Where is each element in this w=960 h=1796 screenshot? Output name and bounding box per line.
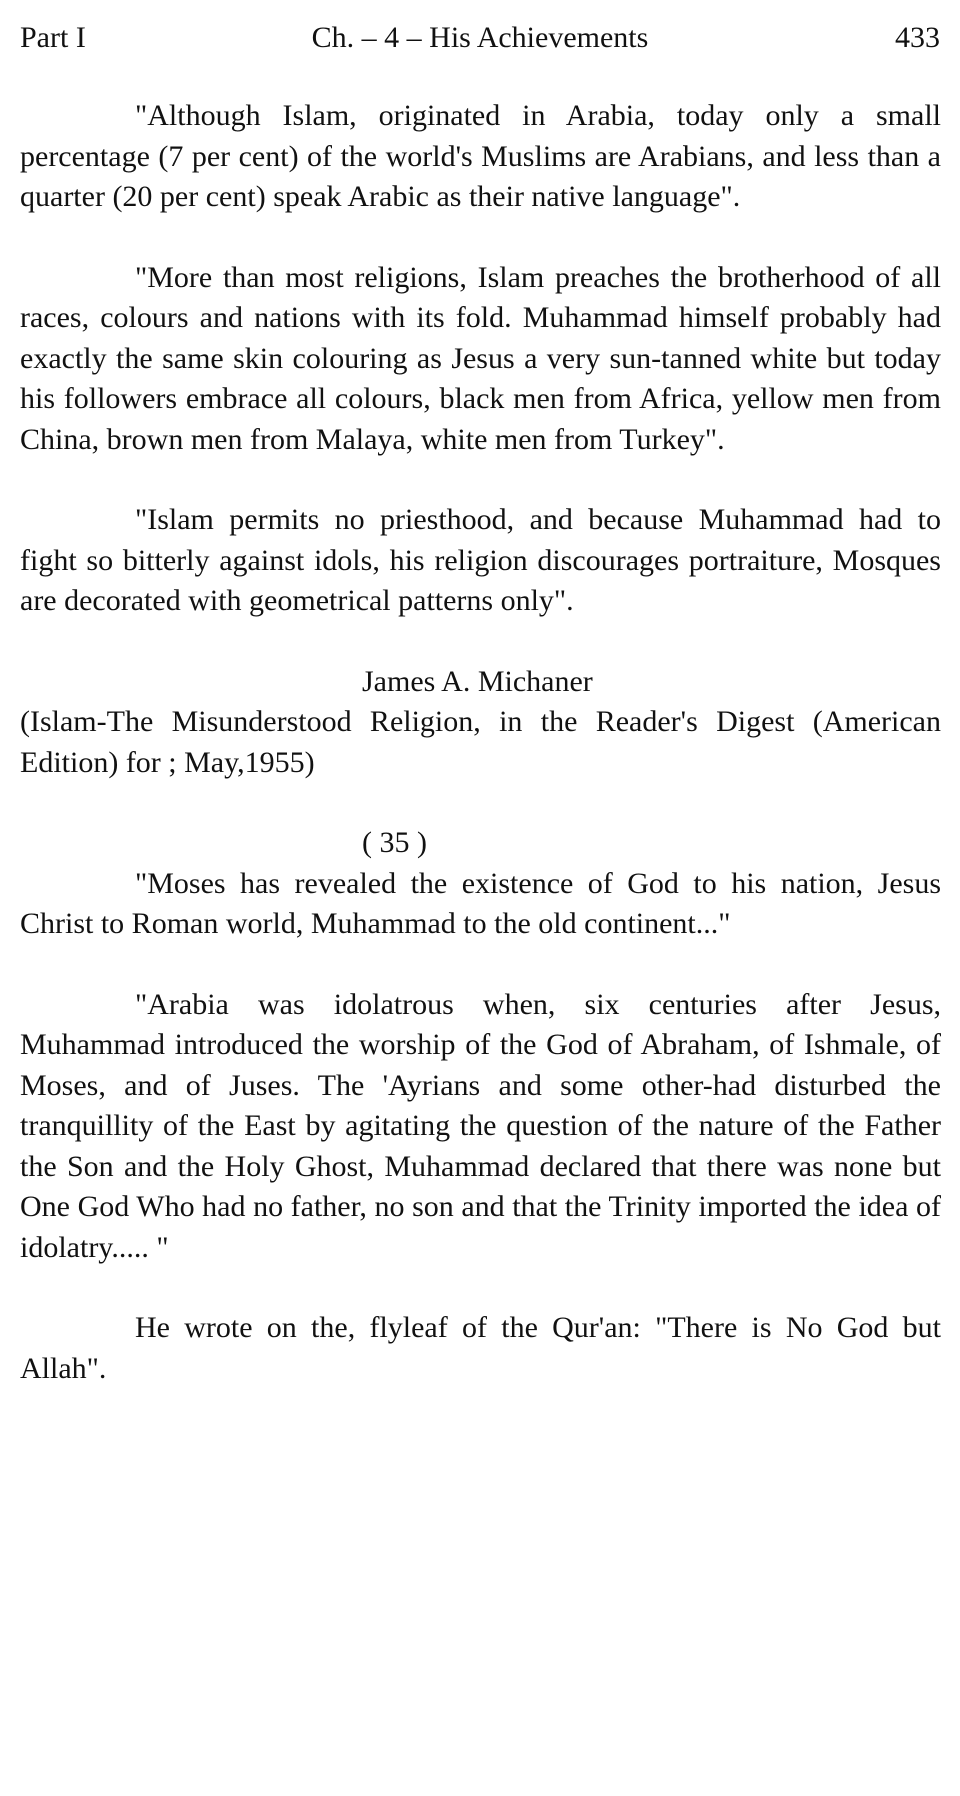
attribution-author: James A. Michaner [362, 664, 593, 698]
quote-paragraph-2: "More than most religions, Islam preaches the brotherhood of all races, colours and nations with its fold. Muhammad himself probably had exactly the same skin colouring as Jesus a very sun-tanned white but today his followers embrace all colours, black men from Africa, yellow men from China, brown men from Malaya, white men from Turkey". [20, 260, 941, 456]
closing-paragraph: He wrote on the, flyleaf of the Qur'an: "There is No God but Allah". [20, 1311, 941, 1385]
attribution-source: (Islam-The Misunderstood Religion, in the Reader's Digest (American Edition) for ; May,1955) [20, 705, 941, 779]
quote-paragraph-3: "Islam permits no priesthood, and because Muhammad had to fight so bitterly against idols, his religion discourages portraiture, Mosques are decorated with geometrical patterns only". [20, 503, 941, 617]
part-label: Part I [20, 21, 86, 54]
quote-paragraph-1: "Although Islam, originated in Arabia, today only a small percentage (7 per cent) of the world's Muslims are Arabians, and less than a quarter (20 per cent) speak Arabic as their native language". [20, 99, 941, 213]
quote-paragraph-5: "Arabia was idolatrous when, six centuries after Jesus, Muhammad introduced the worship of the God of Abraham, of Ishmale, of Moses, and of Juses. The 'Ayrians and some other-had disturbed the tranquillity of the East by agitating the question of the nature of the Father the Son and the Holy Ghost, Muhammad declared that there was none but One God Who had no father, no son and that the Trinity imported the idea of idolatry..... " [20, 987, 941, 1264]
running-head [20, 18, 940, 58]
page-body [20, 96, 941, 1389]
page-number: 433 [895, 21, 940, 54]
chapter-title: Ch. – 4 – His Achievements [311, 21, 649, 54]
quote-paragraph-4: "Moses has revealed the existence of God to his nation, Jesus Christ to Roman world, Muhammad to the old continent..." [20, 866, 941, 940]
section-number: ( 35 ) [362, 826, 427, 859]
